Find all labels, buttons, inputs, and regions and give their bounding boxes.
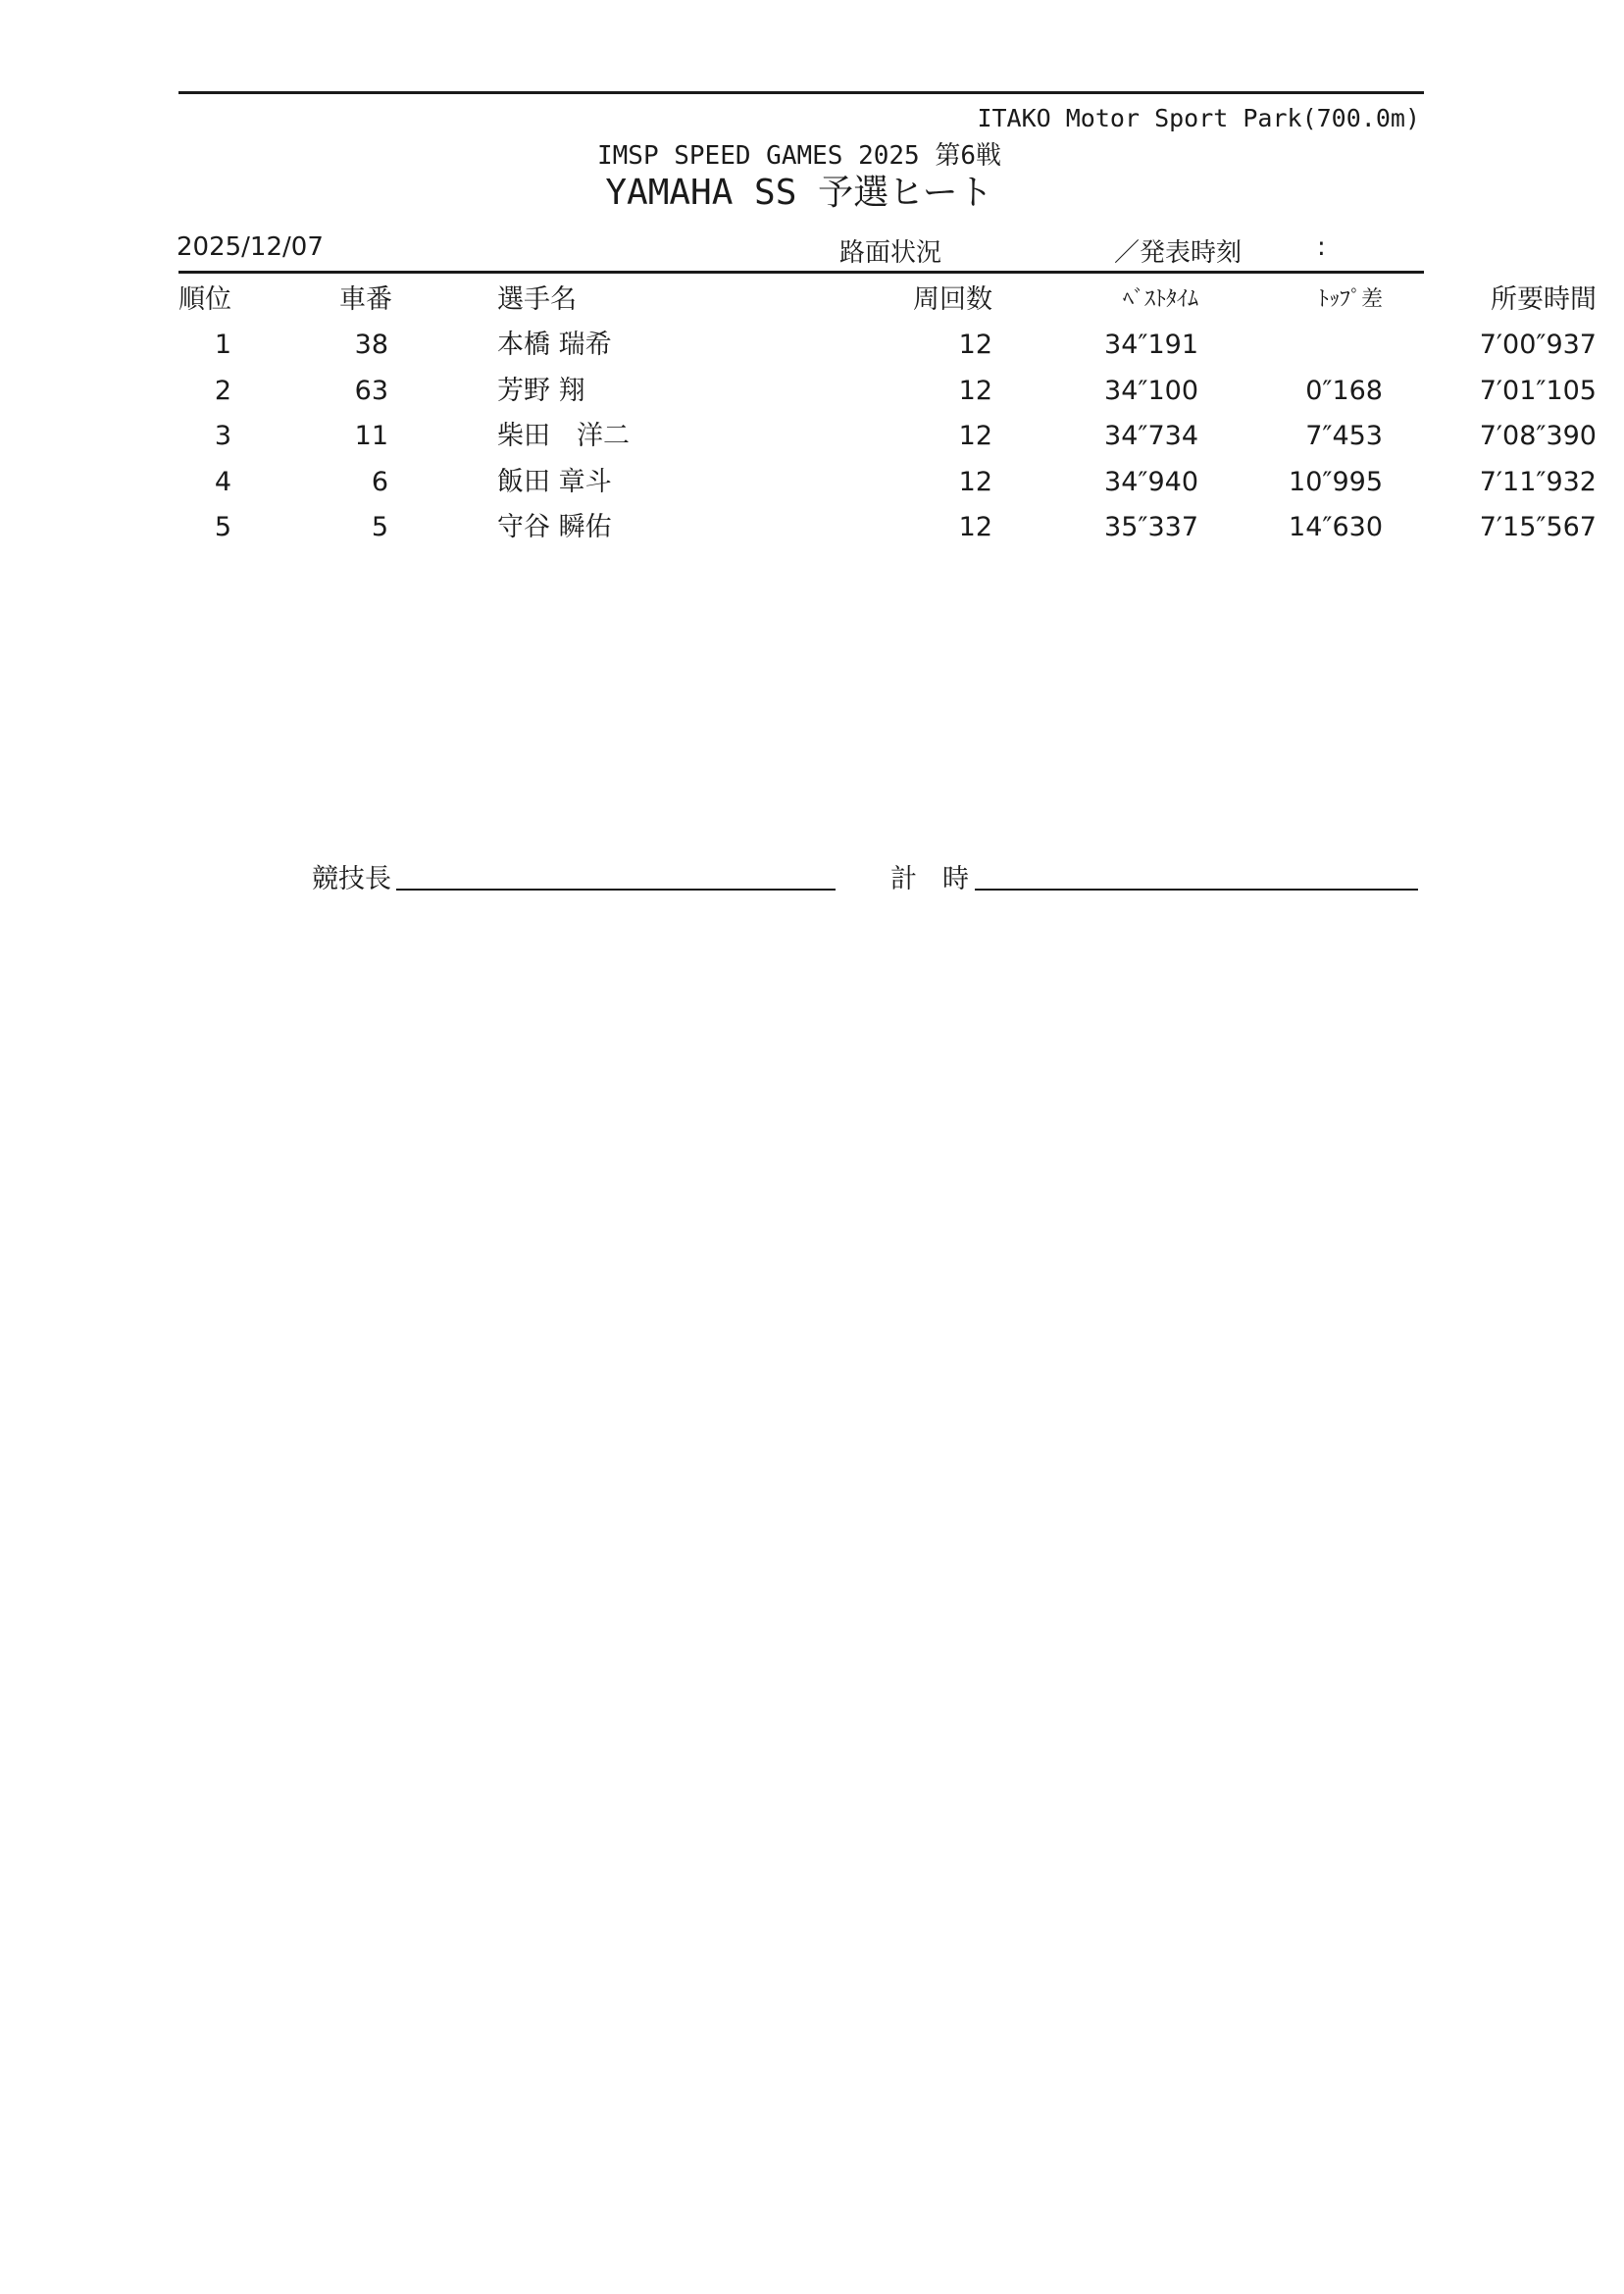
- laps-cell: 12: [958, 466, 992, 497]
- position-cell: 2: [214, 375, 231, 406]
- car-number-cell: 6: [371, 466, 388, 497]
- gap-cell: 14″630: [1289, 512, 1383, 542]
- best-time-cell: 34″734: [1104, 421, 1198, 451]
- race-date: 2025/12/07: [177, 232, 324, 262]
- position-cell: 1: [214, 330, 231, 360]
- total-time-cell: 7′11″932: [1479, 466, 1597, 497]
- laps-cell: 12: [958, 512, 992, 542]
- table-row: [178, 417, 1597, 463]
- best-time-cell: 34″940: [1104, 466, 1198, 497]
- laps-cell: 12: [958, 375, 992, 406]
- gap-cell: 0″168: [1305, 375, 1383, 406]
- column-header-total-time: 所要時間: [1491, 284, 1597, 315]
- position-cell: 3: [214, 421, 231, 451]
- event-title: IMSP SPEED GAMES 2025 第6戦: [596, 141, 1002, 171]
- best-time-cell: 34″191: [1104, 330, 1198, 360]
- road-condition-label: 路面状況: [839, 238, 942, 268]
- column-header-gap: ﾄｯﾌﾟ差: [1317, 287, 1383, 312]
- table-row: [178, 372, 1597, 418]
- table-row: [178, 463, 1597, 509]
- rider-name-cell: 本橋 瑞希: [497, 330, 612, 360]
- signature-area: [0, 857, 1624, 896]
- car-number-cell: 63: [354, 375, 388, 406]
- position-cell: 4: [214, 466, 231, 497]
- table-header-row: [178, 280, 1597, 326]
- column-header-rider-name: 選手名: [497, 284, 577, 315]
- timekeeper-signature-line: [975, 889, 1418, 891]
- laps-cell: 12: [958, 330, 992, 360]
- position-cell: 5: [214, 512, 231, 542]
- announce-time-value: :: [1317, 232, 1326, 262]
- best-time-cell: 34″100: [1104, 375, 1198, 406]
- laps-cell: 12: [958, 421, 992, 451]
- total-time-cell: 7′15″567: [1479, 512, 1597, 542]
- column-header-best-time: ﾍﾞｽﾄﾀｲﾑ: [1122, 287, 1198, 312]
- table-row: [178, 326, 1597, 372]
- race-director-label: 競技長: [312, 864, 391, 894]
- total-time-cell: 7′08″390: [1479, 421, 1597, 451]
- gap-cell: 10″995: [1289, 466, 1383, 497]
- car-number-cell: 38: [354, 330, 388, 360]
- rider-name-cell: 柴田 洋二: [497, 421, 630, 451]
- column-header-car-number: 車番: [339, 284, 392, 315]
- header-rule: [178, 271, 1424, 274]
- rider-name-cell: 飯田 章斗: [497, 466, 612, 497]
- race-title: YAMAHA SS 予選ヒート: [605, 173, 993, 213]
- column-header-laps: 周回数: [913, 284, 992, 315]
- car-number-cell: 11: [354, 421, 388, 451]
- race-director-signature-line: [396, 889, 836, 891]
- results-table: [178, 280, 1597, 554]
- total-time-cell: 7′00″937: [1479, 330, 1597, 360]
- column-header-position: 順位: [178, 284, 231, 315]
- car-number-cell: 5: [371, 512, 388, 542]
- gap-cell: 7″453: [1305, 421, 1383, 451]
- total-time-cell: 7′01″105: [1479, 375, 1597, 406]
- timekeeper-label: 計時: [890, 864, 994, 894]
- announce-time-label: ／発表時刻: [1114, 238, 1243, 268]
- best-time-cell: 35″337: [1104, 512, 1198, 542]
- top-rule: [178, 91, 1424, 94]
- venue-name: ITAKO Motor Sport Park(700.0m): [977, 104, 1420, 132]
- rider-name-cell: 芳野 翔: [497, 375, 585, 406]
- rider-name-cell: 守谷 瞬佑: [497, 512, 612, 542]
- table-row: [178, 508, 1597, 554]
